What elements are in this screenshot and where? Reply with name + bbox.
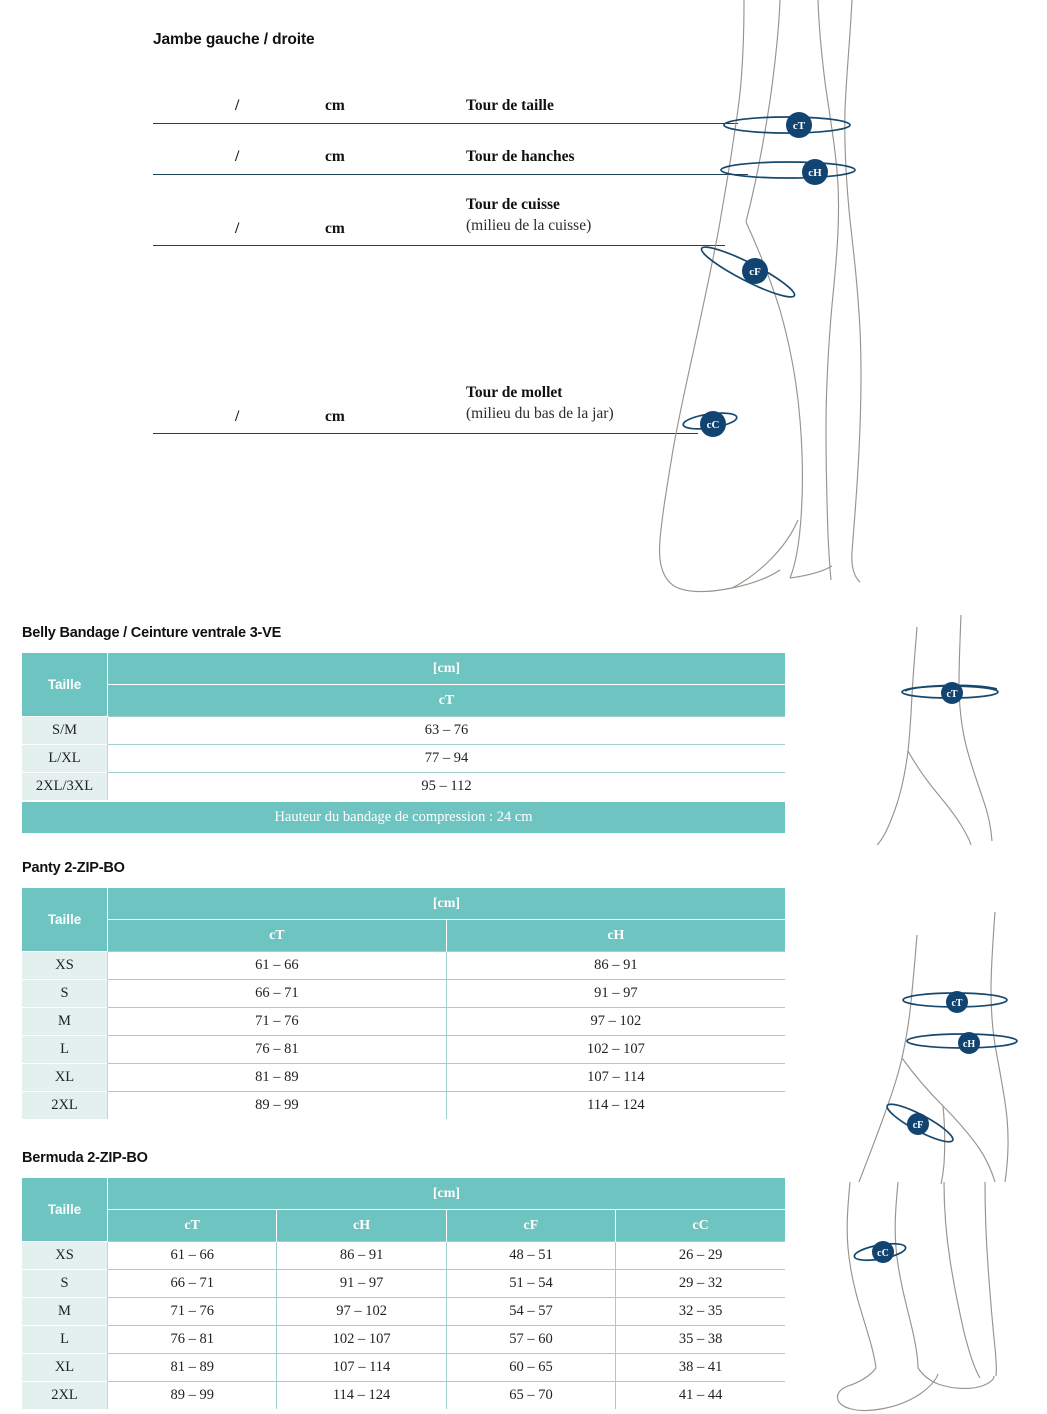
marker-ct-label: cT bbox=[946, 689, 958, 700]
bermuda-row-cf: 57 – 60 bbox=[446, 1326, 615, 1354]
panty-row-ch: 86 – 91 bbox=[446, 952, 785, 980]
panty-header-ch: cH bbox=[446, 920, 785, 952]
panty-row-ct: 61 – 66 bbox=[108, 952, 447, 980]
belly-header-ct: cT bbox=[108, 685, 786, 717]
bermuda-row-ch: 107 – 114 bbox=[277, 1354, 446, 1382]
panty-row-size: L bbox=[22, 1036, 108, 1064]
table-row bbox=[22, 1036, 785, 1064]
measurement-unit-hanches: cm bbox=[325, 148, 345, 165]
measurement-section bbox=[0, 0, 1047, 610]
belly-header-unit: [cm] bbox=[108, 653, 786, 685]
bermuda-header-unit: [cm] bbox=[108, 1178, 786, 1210]
bermuda-header-ct: cT bbox=[108, 1210, 277, 1242]
belly-bandage-title: Belly Bandage / Ceinture ventrale 3-VE bbox=[22, 625, 282, 641]
measurement-unit-cuisse: cm bbox=[325, 220, 345, 237]
measurement-slash-hanches: / bbox=[235, 148, 240, 165]
marker-ch-label: cH bbox=[808, 167, 822, 179]
table-row bbox=[22, 1008, 785, 1036]
panty-row-ch: 102 – 107 bbox=[446, 1036, 785, 1064]
marker-ch-label: cH bbox=[962, 1039, 976, 1050]
table-row bbox=[22, 1354, 785, 1382]
panty-title: Panty 2-ZIP-BO bbox=[22, 860, 125, 876]
belly-header-taille: Taille bbox=[22, 653, 108, 717]
bermuda-title: Bermuda 2-ZIP-BO bbox=[22, 1150, 148, 1166]
marker-ch bbox=[958, 1032, 980, 1054]
bermuda-row-cc: 26 – 29 bbox=[616, 1242, 785, 1270]
belly-row-ct: 95 – 112 bbox=[108, 773, 786, 802]
marker-cc-label: cC bbox=[706, 419, 720, 431]
belly-row-ct: 63 – 76 bbox=[108, 717, 786, 745]
table-row bbox=[22, 1092, 785, 1120]
marker-cf bbox=[742, 258, 768, 284]
table-row bbox=[22, 773, 785, 802]
bermuda-row-ct: 76 – 81 bbox=[108, 1326, 277, 1354]
table-row bbox=[22, 980, 785, 1008]
table-row bbox=[22, 1064, 785, 1092]
bermuda-header-cf: cF bbox=[446, 1210, 615, 1242]
belly-bandage-figure bbox=[855, 615, 1045, 845]
bermuda-row-ch: 86 – 91 bbox=[277, 1242, 446, 1270]
measurement-rule-mollet bbox=[153, 433, 698, 434]
table-row bbox=[22, 1242, 785, 1270]
belly-bandage-table bbox=[22, 653, 785, 833]
table-row bbox=[22, 745, 785, 773]
panty-row-ct: 89 – 99 bbox=[108, 1092, 447, 1120]
bermuda-row-cf: 48 – 51 bbox=[446, 1242, 615, 1270]
bermuda-row-ct: 81 – 89 bbox=[108, 1354, 277, 1382]
marker-cc-label: cC bbox=[877, 1248, 889, 1259]
bermuda-row-cc: 41 – 44 bbox=[616, 1382, 785, 1410]
panty-row-ct: 81 – 89 bbox=[108, 1064, 447, 1092]
table-row bbox=[22, 952, 785, 980]
panty-row-size: 2XL bbox=[22, 1092, 108, 1120]
measurement-slash-cuisse: / bbox=[235, 220, 240, 237]
panty-row-size: S bbox=[22, 980, 108, 1008]
table-row bbox=[22, 717, 785, 745]
marker-ch bbox=[802, 159, 828, 185]
panty-header-ct: cT bbox=[108, 920, 447, 952]
measurement-unit-mollet: cm bbox=[325, 408, 345, 425]
measurement-slash-taille: / bbox=[235, 97, 240, 114]
belly-row-size: L/XL bbox=[22, 745, 108, 773]
bermuda-row-ct: 66 – 71 bbox=[108, 1270, 277, 1298]
bermuda-row-cf: 51 – 54 bbox=[446, 1270, 615, 1298]
measurement-slash-mollet: / bbox=[235, 408, 240, 425]
bermuda-row-ch: 97 – 102 bbox=[277, 1298, 446, 1326]
bermuda-row-size: XL bbox=[22, 1354, 108, 1382]
measurement-unit-taille: cm bbox=[325, 97, 345, 114]
table-row bbox=[22, 1270, 785, 1298]
marker-ct bbox=[946, 991, 968, 1013]
belly-footer-row bbox=[22, 801, 785, 833]
panty-figure bbox=[845, 900, 1047, 1185]
bermuda-row-cc: 38 – 41 bbox=[616, 1354, 785, 1382]
bermuda-row-cf: 54 – 57 bbox=[446, 1298, 615, 1326]
panty-header-unit: [cm] bbox=[108, 888, 786, 920]
bermuda-row-size: S bbox=[22, 1270, 108, 1298]
marker-ct bbox=[941, 682, 963, 704]
panty-header-taille: Taille bbox=[22, 888, 108, 952]
marker-cc bbox=[872, 1241, 894, 1263]
panty-block bbox=[22, 860, 785, 1119]
bermuda-row-ct: 89 – 99 bbox=[108, 1382, 277, 1410]
belly-row-size: S/M bbox=[22, 717, 108, 745]
belly-row-size: 2XL/3XL bbox=[22, 773, 108, 802]
bermuda-row-cc: 35 – 38 bbox=[616, 1326, 785, 1354]
measurement-label-cuisse: Tour de cuisse bbox=[466, 196, 560, 213]
bermuda-row-size: L bbox=[22, 1326, 108, 1354]
table-row bbox=[22, 1298, 785, 1326]
marker-ct-label: cT bbox=[951, 998, 963, 1009]
bermuda-row-cc: 32 – 35 bbox=[616, 1298, 785, 1326]
marker-ct bbox=[786, 112, 812, 138]
bermuda-row-cf: 65 – 70 bbox=[446, 1382, 615, 1410]
panty-row-size: M bbox=[22, 1008, 108, 1036]
bermuda-header-cc: cC bbox=[616, 1210, 785, 1242]
bermuda-block bbox=[22, 1150, 785, 1409]
measurement-sublabel-mollet: (milieu du bas de la jar) bbox=[466, 405, 614, 422]
bermuda-table bbox=[22, 1178, 785, 1409]
panty-row-ch: 114 – 124 bbox=[446, 1092, 785, 1120]
panty-row-ch: 91 – 97 bbox=[446, 980, 785, 1008]
measurement-section-title: Jambe gauche / droite bbox=[153, 31, 315, 48]
measurement-row-mollet bbox=[153, 384, 698, 425]
measurement-label-hanches: Tour de hanches bbox=[466, 148, 575, 165]
panty-row-ch: 97 – 102 bbox=[446, 1008, 785, 1036]
marker-ct-label: cT bbox=[792, 120, 806, 132]
bermuda-row-ch: 114 – 124 bbox=[277, 1382, 446, 1410]
panty-row-ct: 66 – 71 bbox=[108, 980, 447, 1008]
bermuda-header-taille: Taille bbox=[22, 1178, 108, 1242]
measurement-label-taille: Tour de taille bbox=[466, 97, 554, 114]
belly-row-ct: 77 – 94 bbox=[108, 745, 786, 773]
table-row bbox=[22, 1382, 785, 1410]
bermuda-row-size: M bbox=[22, 1298, 108, 1326]
bermuda-header-ch: cH bbox=[277, 1210, 446, 1242]
bermuda-row-cc: 29 – 32 bbox=[616, 1270, 785, 1298]
belly-bandage-block bbox=[22, 625, 785, 833]
marker-cc bbox=[700, 411, 726, 437]
body-measurement-diagram bbox=[640, 0, 940, 605]
marker-cf bbox=[907, 1113, 929, 1135]
bermuda-row-ch: 102 – 107 bbox=[277, 1326, 446, 1354]
belly-footer-note: Hauteur du bandage de compression : 24 cm bbox=[22, 801, 785, 833]
marker-cf-label: cF bbox=[749, 266, 761, 278]
measurement-sublabel-cuisse: (milieu de la cuisse) bbox=[466, 217, 592, 234]
bermuda-row-cf: 60 – 65 bbox=[446, 1354, 615, 1382]
bermuda-row-size: 2XL bbox=[22, 1382, 108, 1410]
bermuda-row-ct: 71 – 76 bbox=[108, 1298, 277, 1326]
measurement-label-mollet: Tour de mollet bbox=[466, 384, 563, 401]
bermuda-row-ch: 91 – 97 bbox=[277, 1270, 446, 1298]
panty-row-size: XS bbox=[22, 952, 108, 980]
panty-row-size: XL bbox=[22, 1064, 108, 1092]
bermuda-row-ct: 61 – 66 bbox=[108, 1242, 277, 1270]
table-row bbox=[22, 1326, 785, 1354]
panty-table bbox=[22, 888, 785, 1119]
panty-row-ct: 71 – 76 bbox=[108, 1008, 447, 1036]
bermuda-figure bbox=[822, 1182, 1047, 1414]
marker-cf-label: cF bbox=[912, 1120, 924, 1131]
bermuda-row-size: XS bbox=[22, 1242, 108, 1270]
panty-row-ct: 76 – 81 bbox=[108, 1036, 447, 1064]
panty-row-ch: 107 – 114 bbox=[446, 1064, 785, 1092]
